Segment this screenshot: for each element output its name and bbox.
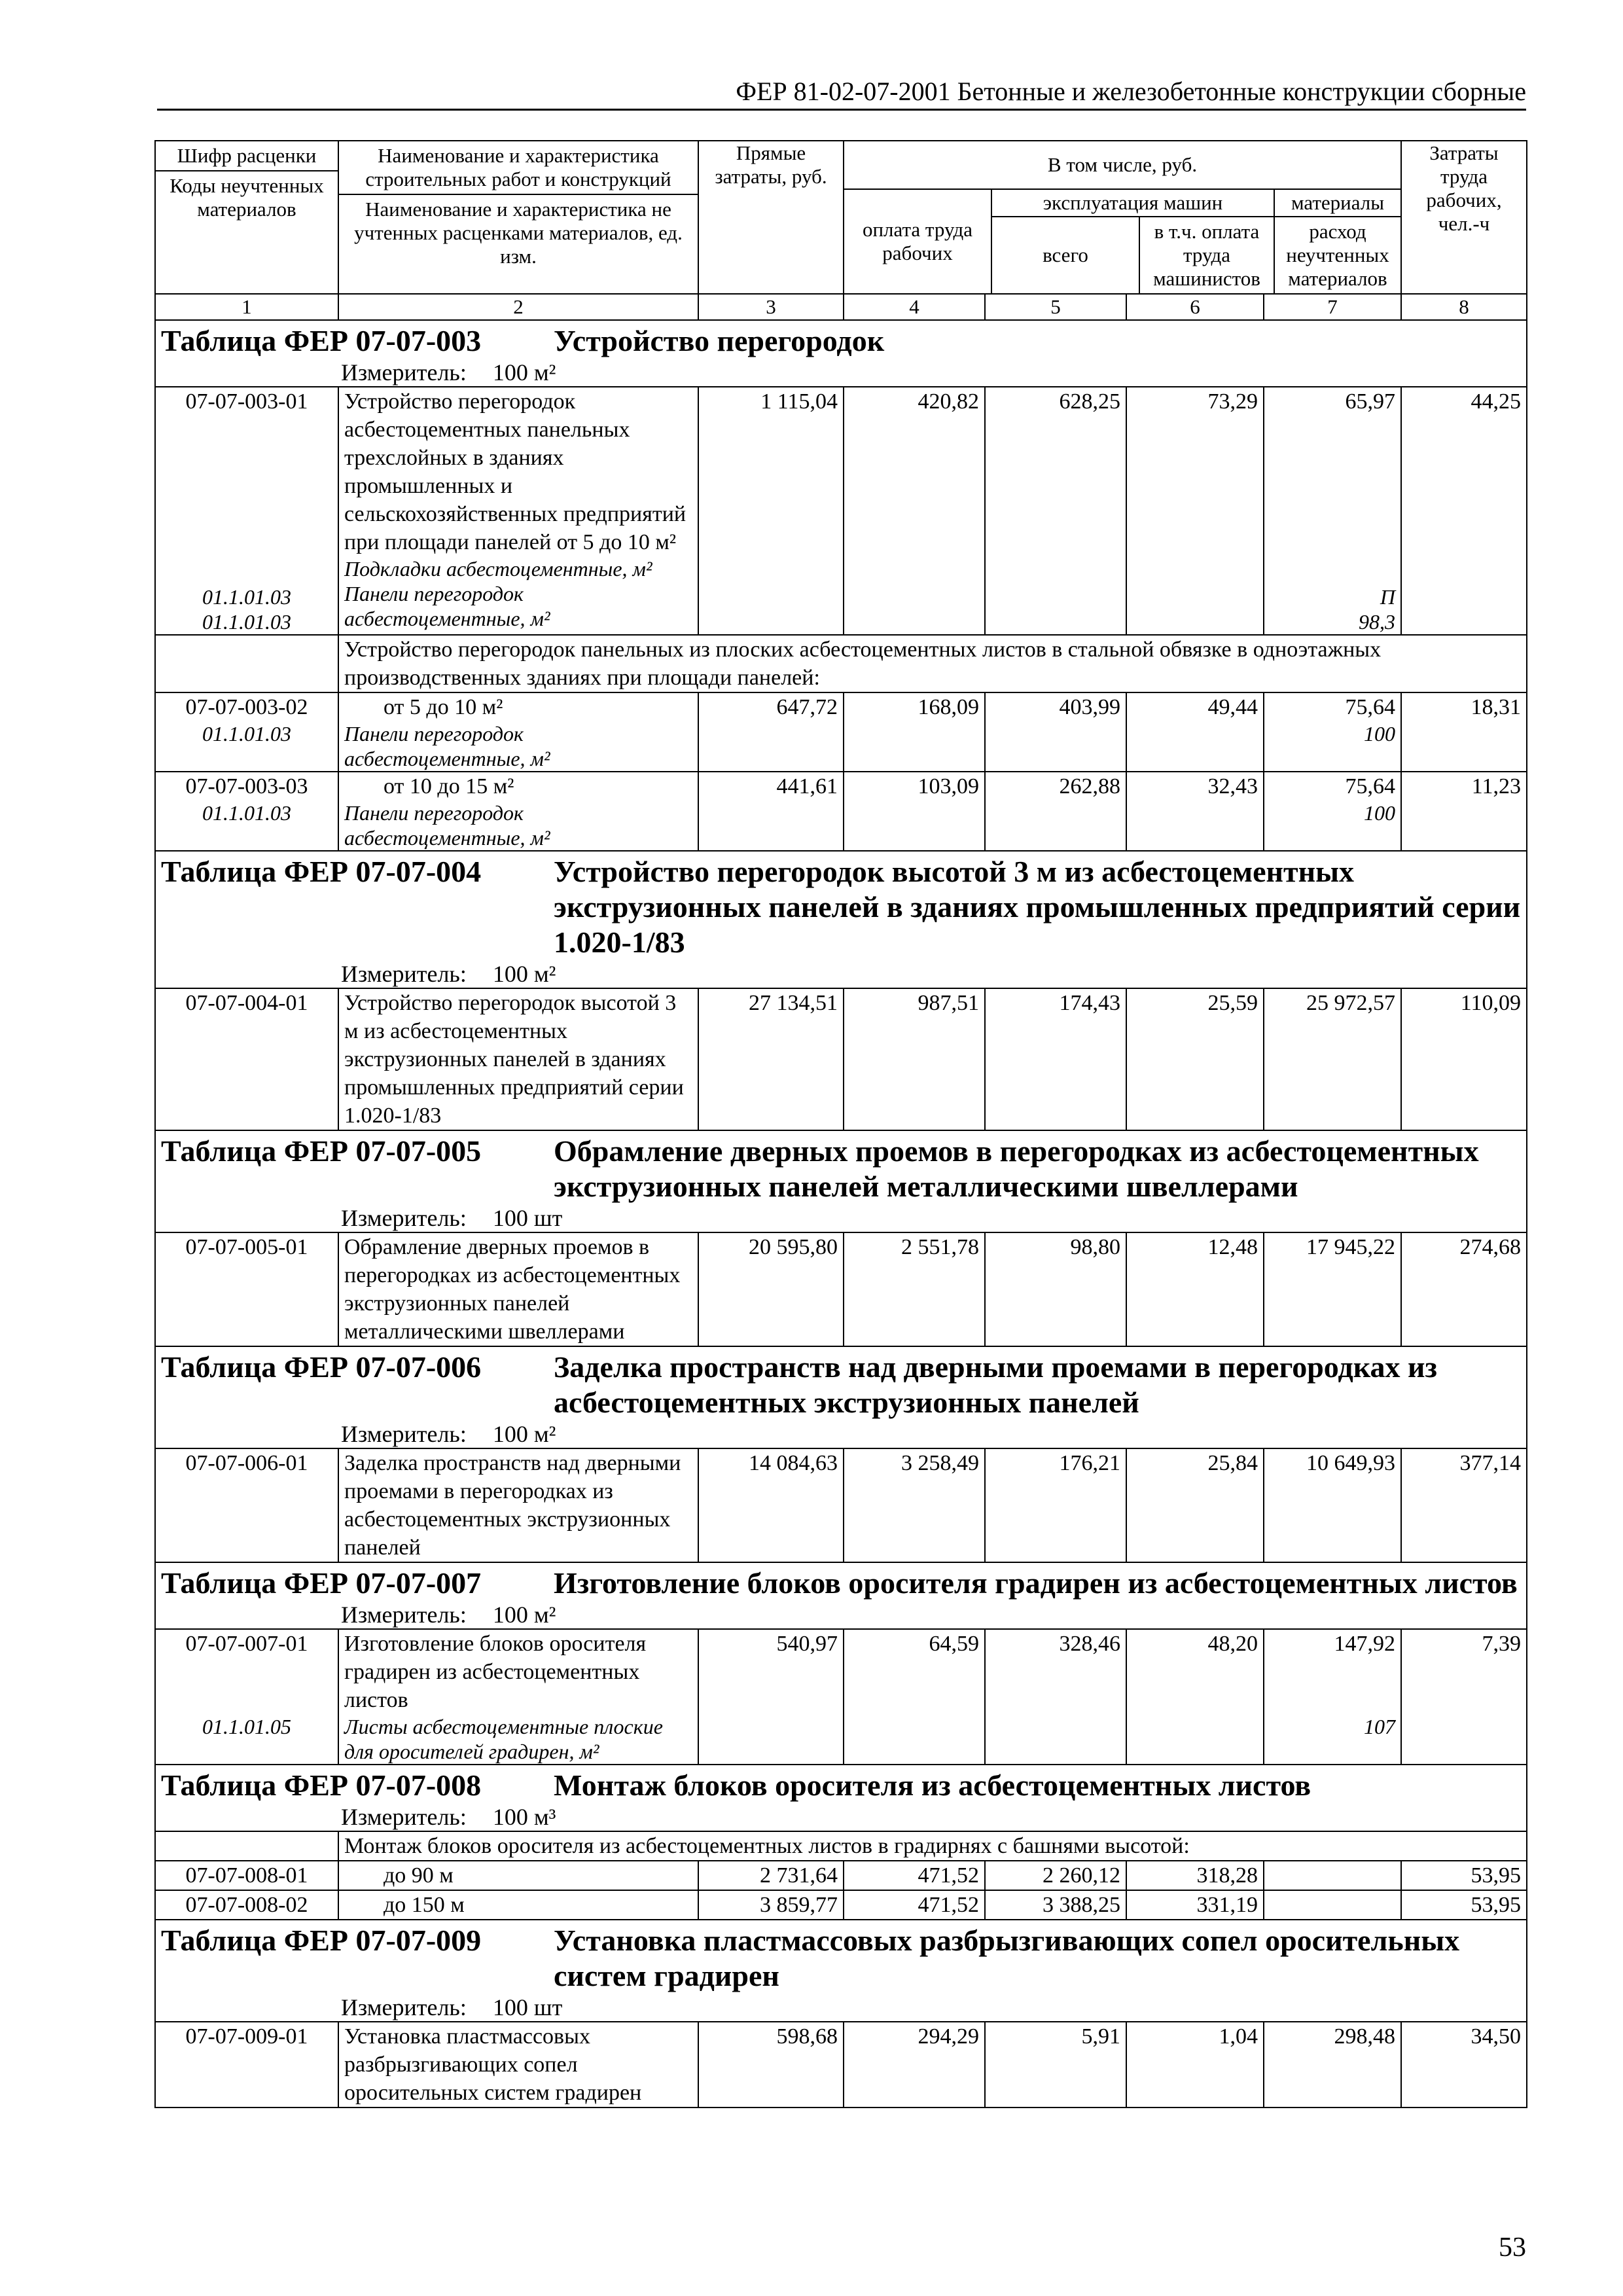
machines-cost: 328,46 — [985, 1629, 1126, 1765]
labor-cost: 53,95 — [1401, 1890, 1527, 1920]
wages-cost: 294,29 — [844, 2022, 985, 2108]
table-row — [155, 772, 1527, 851]
section-number: Таблица ФЕР 07-07-005 — [161, 1134, 482, 1168]
materials-cost — [1264, 387, 1401, 635]
section-number: Таблица ФЕР 07-07-006 — [161, 1350, 482, 1384]
materials-cost: 17 945,22 — [1264, 1232, 1401, 1346]
section-title: Устройство перегородок высотой 3 м из асбестоцементных экструзионных панелей в зданиях промышленных предприятий серии 1.020-1/83 — [554, 855, 1521, 959]
header-materials-unaccounted: расход неучтенных материалов — [1286, 220, 1389, 290]
rate-name-text: Изготовление блоков оросителя градирен из асбестоцементных листов — [344, 1632, 647, 1712]
group-note-row — [155, 1831, 1527, 1861]
machinist-wages: 331,19 — [1126, 1890, 1264, 1920]
rate-name — [338, 1861, 698, 1890]
header-incl-title: В том числе, руб. — [844, 141, 1400, 190]
measure-unit: 100 шт — [492, 1994, 563, 2020]
direct-cost: 27 134,51 — [698, 988, 844, 1130]
materials-cost-text: 147,92 — [1334, 1632, 1396, 1656]
rate-name — [338, 772, 698, 851]
header-name — [338, 141, 698, 294]
direct-cost: 441,61 — [698, 772, 844, 851]
section-title: Установка пластмассовых разбрызгивающих сопел оросительных систем градирен — [554, 1924, 1460, 1992]
material-code: 01.1.01.03 — [202, 722, 291, 745]
machines-cost: 628,25 — [985, 387, 1126, 635]
wages-cost: 2 551,78 — [844, 1232, 985, 1346]
machinist-wages: 48,20 — [1126, 1629, 1264, 1765]
machines-cost: 262,88 — [985, 772, 1126, 851]
labor-cost: 274,68 — [1401, 1232, 1527, 1346]
materials-cost — [1264, 1861, 1401, 1890]
machines-cost: 98,80 — [985, 1232, 1126, 1346]
labor-cost: 377,14 — [1401, 1448, 1527, 1562]
machines-cost: 3 388,25 — [985, 1890, 1126, 1920]
header-code-bottom: Коды неучтенных материалов — [169, 174, 324, 221]
rate-code — [155, 387, 338, 635]
rate-code: 07-07-008-02 — [155, 1890, 338, 1920]
rate-code: 07-07-009-01 — [155, 2022, 338, 2108]
section-title: Монтаж блоков оросителя из асбестоцементных листов — [554, 1768, 1311, 1802]
measure-unit: 100 м² — [492, 1421, 556, 1447]
machinist-wages: 32,43 — [1126, 772, 1264, 851]
table-row — [155, 2022, 1527, 2108]
group-note: Монтаж блоков оросителя из асбестоцементных листов в градирнях с башнями высотой: — [338, 1831, 1527, 1861]
direct-cost: 598,68 — [698, 2022, 844, 2108]
labor-cost: 110,09 — [1401, 988, 1527, 1130]
header-wages: оплата труда рабочих — [844, 190, 992, 293]
section-measure — [161, 1420, 1521, 1448]
table-row — [155, 1629, 1527, 1765]
header-labor: Затраты труда рабочих, чел.-ч — [1401, 141, 1527, 294]
direct-cost: 14 084,63 — [698, 1448, 844, 1562]
header-machines-total: всего — [992, 217, 1140, 293]
materials-cost-text: 65,97 — [1345, 389, 1396, 414]
measure-unit: 100 шт — [492, 1205, 563, 1231]
group-note-row — [155, 635, 1527, 692]
section-header — [155, 1130, 1527, 1232]
rate-code — [155, 692, 338, 772]
measure-label: Измеритель: — [341, 961, 467, 987]
labor-cost: 7,39 — [1401, 1629, 1527, 1765]
rate-code: 07-07-005-01 — [155, 1232, 338, 1346]
machinist-wages: 1,04 — [1126, 2022, 1264, 2108]
materials-cost: 298,48 — [1264, 2022, 1401, 2108]
measure-unit: 100 м³ — [492, 1804, 556, 1830]
rate-name — [338, 387, 698, 635]
group-note: Устройство перегородок панельных из плоских асбестоцементных листов в стальной обвязке в одноэтажных производственных зданиях при площади панелей: — [338, 635, 1527, 692]
rate-code — [155, 772, 338, 851]
section-header — [155, 1765, 1527, 1831]
measure-unit: 100 м² — [492, 359, 556, 386]
section-title: Заделка пространств над дверными проемами в перегородках из асбестоцементных экструзионных панелей — [554, 1350, 1438, 1419]
wages-cost: 64,59 — [844, 1629, 985, 1765]
col-num-2: 2 — [338, 294, 698, 320]
direct-cost: 647,72 — [698, 692, 844, 772]
header-name-bottom: Наименование и характеристика не учтенных расценками материалов, ед. изм. — [354, 198, 683, 268]
table-row — [155, 1448, 1527, 1562]
rate-code: 07-07-004-01 — [155, 988, 338, 1130]
material-code: 01.1.01.03 — [202, 801, 291, 825]
rate-name: Устройство перегородок высотой 3 м из асбестоцементных экструзионных панелей в зданиях промышленных предприятий серии 1.020-1/83 — [338, 988, 698, 1130]
rate-code-text: 07-07-003-02 — [185, 695, 308, 719]
labor-cost: 18,31 — [1401, 692, 1527, 772]
rates-table — [154, 140, 1527, 2108]
header-code — [155, 141, 338, 294]
header-rule — [157, 109, 1526, 111]
wages-cost: 471,52 — [844, 1861, 985, 1890]
header-materials-title: материалы — [1275, 190, 1400, 217]
header-machines — [992, 190, 1275, 293]
section-number: Таблица ФЕР 07-07-008 — [161, 1768, 482, 1802]
header-name-top: Наименование и характеристика строительных работ и конструкций — [339, 141, 698, 195]
rate-code-text: 07-07-003-01 — [185, 389, 308, 414]
section-measure — [161, 1994, 1521, 2021]
section-title: Изготовление блоков оросителя градирен из асбестоцементных листов — [554, 1566, 1518, 1600]
labor-cost: 53,95 — [1401, 1861, 1527, 1890]
direct-cost: 540,97 — [698, 1629, 844, 1765]
wages-cost: 168,09 — [844, 692, 985, 772]
rate-name-text: от 10 до 15 м² — [383, 774, 514, 798]
section-number: Таблица ФЕР 07-07-004 — [161, 855, 482, 888]
rate-code — [155, 1629, 338, 1765]
machines-cost: 5,91 — [985, 2022, 1126, 2108]
wages-cost: 987,51 — [844, 988, 985, 1130]
col-num-6: 6 — [1126, 294, 1264, 320]
rate-name-text: до 150 м — [383, 1893, 465, 1917]
labor-cost: 34,50 — [1401, 2022, 1527, 2108]
measure-unit: 100 м² — [492, 1602, 556, 1628]
direct-cost: 20 595,80 — [698, 1232, 844, 1346]
section-measure — [161, 1601, 1521, 1628]
header-incl — [844, 141, 1401, 294]
header-direct: Прямые затраты, руб. — [698, 141, 844, 294]
rate-code: 07-07-006-01 — [155, 1448, 338, 1562]
rate-name — [338, 692, 698, 772]
wages-cost: 103,09 — [844, 772, 985, 851]
direct-cost: 2 731,64 — [698, 1861, 844, 1890]
machinist-wages: 25,59 — [1126, 988, 1264, 1130]
materials-cost — [1264, 692, 1401, 772]
column-numbers — [155, 294, 1527, 320]
measure-unit: 100 м² — [492, 961, 556, 987]
section-number: Таблица ФЕР 07-07-003 — [161, 324, 482, 357]
machinist-wages: 25,84 — [1126, 1448, 1264, 1562]
material-name: Панели перегородок асбестоцементные, м² — [344, 801, 550, 850]
col-num-4: 4 — [844, 294, 985, 320]
section-header — [155, 1920, 1527, 2022]
material-name: Панели перегородок асбестоцементные, м² — [344, 582, 550, 630]
rate-name: Установка пластмассовых разбрызгивающих сопел оросительных систем градирен — [338, 2022, 698, 2108]
machines-cost: 176,21 — [985, 1448, 1126, 1562]
machinist-wages: 49,44 — [1126, 692, 1264, 772]
col-num-5: 5 — [985, 294, 1126, 320]
direct-cost: 3 859,77 — [698, 1890, 844, 1920]
col-num-3: 3 — [698, 294, 844, 320]
rate-name — [338, 1890, 698, 1920]
measure-label: Измеритель: — [341, 1421, 467, 1447]
material-qty: 100 — [1364, 801, 1396, 825]
material-qty: 100 — [1364, 722, 1396, 745]
material-code: 01.1.01.03 — [202, 610, 291, 634]
materials-cost-text: 75,64 — [1345, 774, 1396, 798]
col-num-8: 8 — [1401, 294, 1527, 320]
table-row — [155, 1232, 1527, 1346]
material-qty: 107 — [1364, 1715, 1396, 1738]
col-num-7: 7 — [1264, 294, 1401, 320]
wages-cost: 3 258,49 — [844, 1448, 985, 1562]
section-number: Таблица ФЕР 07-07-007 — [161, 1566, 482, 1600]
direct-cost: 1 115,04 — [698, 387, 844, 635]
table-row — [155, 1890, 1527, 1920]
section-header — [155, 320, 1527, 387]
header-machines-wages: в т.ч. оплата труда машинистов — [1153, 220, 1260, 290]
measure-label: Измеритель: — [341, 1205, 467, 1231]
machines-cost: 403,99 — [985, 692, 1126, 772]
material-code: 01.1.01.05 — [202, 1715, 291, 1738]
machines-cost: 174,43 — [985, 988, 1126, 1130]
machines-cost: 2 260,12 — [985, 1861, 1126, 1890]
col-num-1: 1 — [155, 294, 338, 320]
table-row — [155, 387, 1527, 635]
rate-name: Заделка пространств над дверными проемами в перегородках из асбестоцементных экструзионных панелей — [338, 1448, 698, 1562]
rate-name: Обрамление дверных проемов в перегородках из асбестоцементных экструзионных панелей металлическими швеллерами — [338, 1232, 698, 1346]
machinist-wages: 318,28 — [1126, 1861, 1264, 1890]
header-code-top: Шифр расценки — [156, 141, 338, 171]
section-measure — [161, 359, 1521, 386]
machinist-wages: 12,48 — [1126, 1232, 1264, 1346]
section-measure — [161, 960, 1521, 988]
material-qty: П — [1380, 585, 1396, 609]
materials-cost — [1264, 772, 1401, 851]
machinist-wages: 73,29 — [1126, 387, 1264, 635]
rate-name-text: Устройство перегородок асбестоцементных панельных трехслойных в зданиях промышленных и сельскохозяйственных предприятий при площади панелей от 5 до 10 м² — [344, 389, 687, 554]
wages-cost: 420,82 — [844, 387, 985, 635]
rate-name — [338, 1629, 698, 1765]
rate-name-text: от 5 до 10 м² — [383, 695, 503, 719]
header-materials — [1275, 190, 1400, 293]
material-code: 01.1.01.03 — [202, 585, 291, 609]
table-row — [155, 1861, 1527, 1890]
material-name: Подкладки асбестоцементные, м² — [344, 557, 652, 581]
section-measure — [161, 1803, 1521, 1831]
header-machines-title: эксплуатация машин — [992, 190, 1274, 217]
materials-cost-text: 75,64 — [1345, 695, 1396, 719]
labor-cost: 44,25 — [1401, 387, 1527, 635]
section-header — [155, 1562, 1527, 1629]
material-qty: 98,3 — [1359, 610, 1396, 634]
rate-code: 07-07-008-01 — [155, 1861, 338, 1890]
section-header — [155, 851, 1527, 988]
measure-label: Измеритель: — [341, 1994, 467, 2020]
table-row — [155, 988, 1527, 1130]
header-incl-sub — [844, 190, 1400, 293]
section-title: Обрамление дверных проемов в перегородках из асбестоцементных экструзионных панелей металлическими швеллерами — [554, 1134, 1479, 1203]
page-number: 53 — [1499, 2233, 1526, 2263]
section-title: Устройство перегородок — [554, 324, 885, 357]
section-measure — [161, 1204, 1521, 1232]
table-row — [155, 692, 1527, 772]
material-name: Панели перегородок асбестоцементные, м² — [344, 722, 550, 770]
wages-cost: 471,52 — [844, 1890, 985, 1920]
rate-name-text: до 90 м — [383, 1863, 454, 1888]
running-header: ФЕР 81-02-07-2001 Бетонные и железобетонные конструкции сборные — [736, 77, 1526, 106]
table-header — [155, 141, 1527, 294]
rate-code-text: 07-07-007-01 — [185, 1632, 308, 1656]
materials-cost — [1264, 1629, 1401, 1765]
material-name: Листы асбестоцементные плоские для оросителей градирен, м² — [344, 1715, 663, 1763]
materials-cost: 25 972,57 — [1264, 988, 1401, 1130]
section-header — [155, 1346, 1527, 1448]
section-number: Таблица ФЕР 07-07-009 — [161, 1924, 482, 1957]
measure-label: Измеритель: — [341, 359, 467, 386]
labor-cost: 11,23 — [1401, 772, 1527, 851]
rate-code-text: 07-07-003-03 — [185, 774, 308, 798]
measure-label: Измеритель: — [341, 1602, 467, 1628]
materials-cost — [1264, 1890, 1401, 1920]
measure-label: Измеритель: — [341, 1804, 467, 1830]
materials-cost: 10 649,93 — [1264, 1448, 1401, 1562]
